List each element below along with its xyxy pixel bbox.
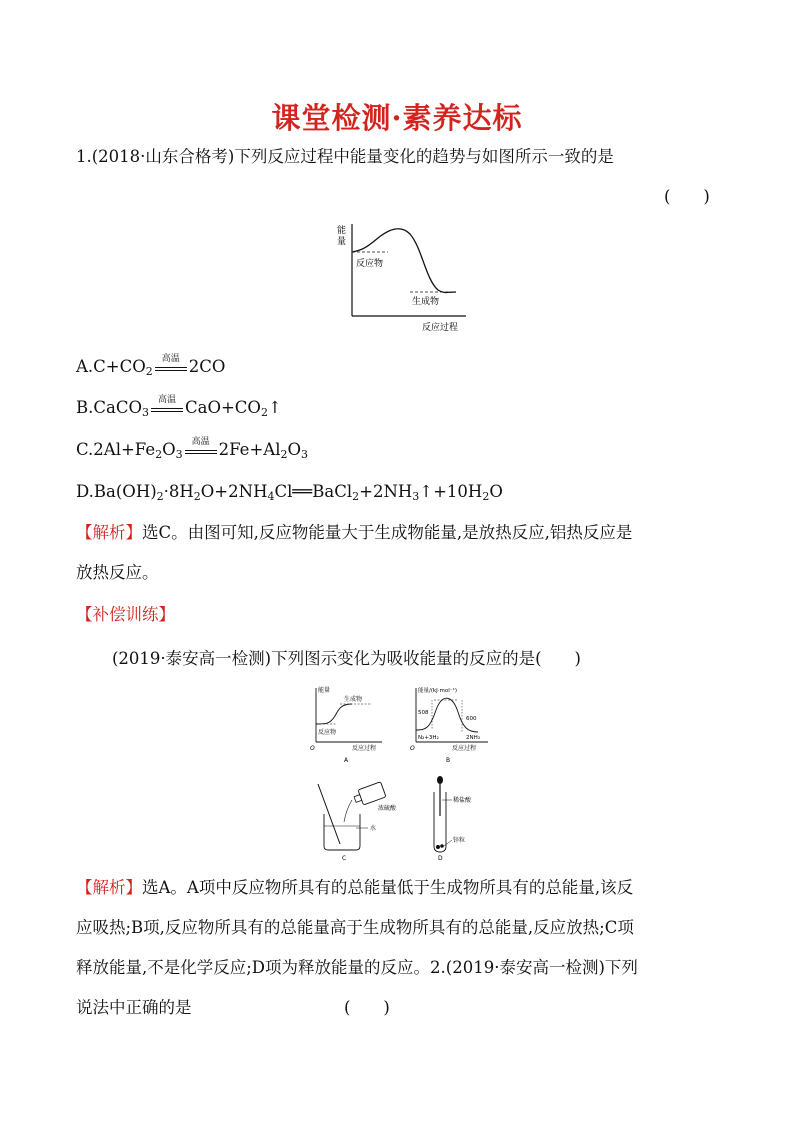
supplement-analysis-line-1: 【解析】选A。A项中反应物所具有的总能量低于生成物所具有的总能量,该反 (76, 878, 634, 897)
supplement-tag: 【补偿训练】 (76, 605, 175, 624)
fig-a-ylabel: 能量 (318, 687, 331, 694)
q1-ylabel-1: 能 (337, 226, 347, 236)
fig-d-acid-label: 稀盐酸 (453, 797, 472, 804)
option-c: $C.2Al+Fe_2O_3$ 高温 $2Fe+Al_2O_3$ (76, 437, 308, 461)
fig-b-product: 2NH₃ (466, 735, 480, 741)
q1-ylabel-2: 量 (337, 237, 347, 247)
fig-b-ylabel: 能量/(kJ·mol⁻¹) (418, 688, 458, 694)
fig-a-xlabel: 反应过程 (352, 745, 377, 752)
supplement-analysis-line-2: 应吸热;B项,反应物所具有的总能量高于生成物所具有的总能量,反应放热;C项 (76, 918, 634, 937)
supplement-analysis-line-4: 说法中正确的是 (76, 998, 192, 1017)
option-d: $D.Ba(OH)_2\cdot 8H_2O+2NH_4Cl══BaCl_2+2NH_3↑+10H_2O$ (76, 482, 503, 503)
q1-xlabel: 反应过程 (422, 323, 459, 333)
fig-c-beaker (324, 814, 360, 850)
q1-product-label: 生成物 (412, 297, 440, 307)
figure-d (420, 770, 480, 862)
analysis-tag-2: 【解析】 (76, 878, 142, 897)
figure-a (308, 684, 388, 766)
fig-c-caption: C (342, 855, 347, 862)
fig-b-reactant: N₂+3H₂ (418, 735, 439, 741)
fig-b-caption: B (446, 757, 451, 764)
fig-a-curve (316, 704, 352, 724)
fig-c-acid-bottle (352, 782, 386, 807)
fig-c-glass-rod (318, 784, 340, 844)
q1-analysis-line-1: 【解析】选C。由图可知,反应物能量大于生成物能量,是放热反应,铝热反应是 (76, 523, 633, 542)
fig-b-origin: O (410, 745, 415, 752)
fig-b-xlabel: 反应过程 (452, 745, 477, 752)
question-1-answer-paren: ( ) (664, 187, 710, 206)
page-title: 课堂检测·素养达标 (271, 101, 523, 135)
question-1-stem: 1.(2018·山东合格考)下列反应过程中能量变化的趋势与如图所示一致的是 (76, 147, 614, 166)
q1-reactant-label: 反应物 (356, 259, 384, 269)
fig-b-value-508: 508 (418, 710, 429, 716)
option-b: B.CaCO$_3$ 高温 $CaO+CO_2↑$ (76, 395, 282, 419)
fig-c-water-label: 水 (370, 825, 377, 832)
fig-d-dropper-bulb (437, 776, 443, 784)
analysis-tag: 【解析】 (76, 523, 142, 542)
fig-a-caption: A (344, 757, 349, 764)
supplement-analysis-line-3: 释放能量,不是化学反应;D项为释放能量的反应。2.(2019·泰安高一检测)下列 (76, 958, 638, 977)
energy-diagram-q1 (330, 220, 480, 336)
fig-a-origin: O (310, 745, 315, 752)
fig-a-reactant: 反应物 (318, 729, 337, 736)
fig-d-metal-label: 锌粒 (453, 837, 466, 844)
fig-b-value-600: 600 (466, 716, 477, 722)
supplement-stem: (2019·泰安高一检测)下列图示变化为吸收能量的反应的是( ) (112, 649, 581, 668)
fig-c-acid-label: 浓硫酸 (378, 805, 397, 812)
fig-a-product: 生成物 (344, 696, 363, 703)
q1-analysis-line-2: 放热反应。 (76, 563, 159, 582)
question-2-answer-paren: ( ) (344, 998, 390, 1017)
fig-d-caption: D (438, 855, 443, 862)
option-a: $A.C+CO_2$ 高温 2CO (76, 354, 226, 378)
figure-b (408, 684, 494, 766)
figure-c (312, 770, 402, 862)
